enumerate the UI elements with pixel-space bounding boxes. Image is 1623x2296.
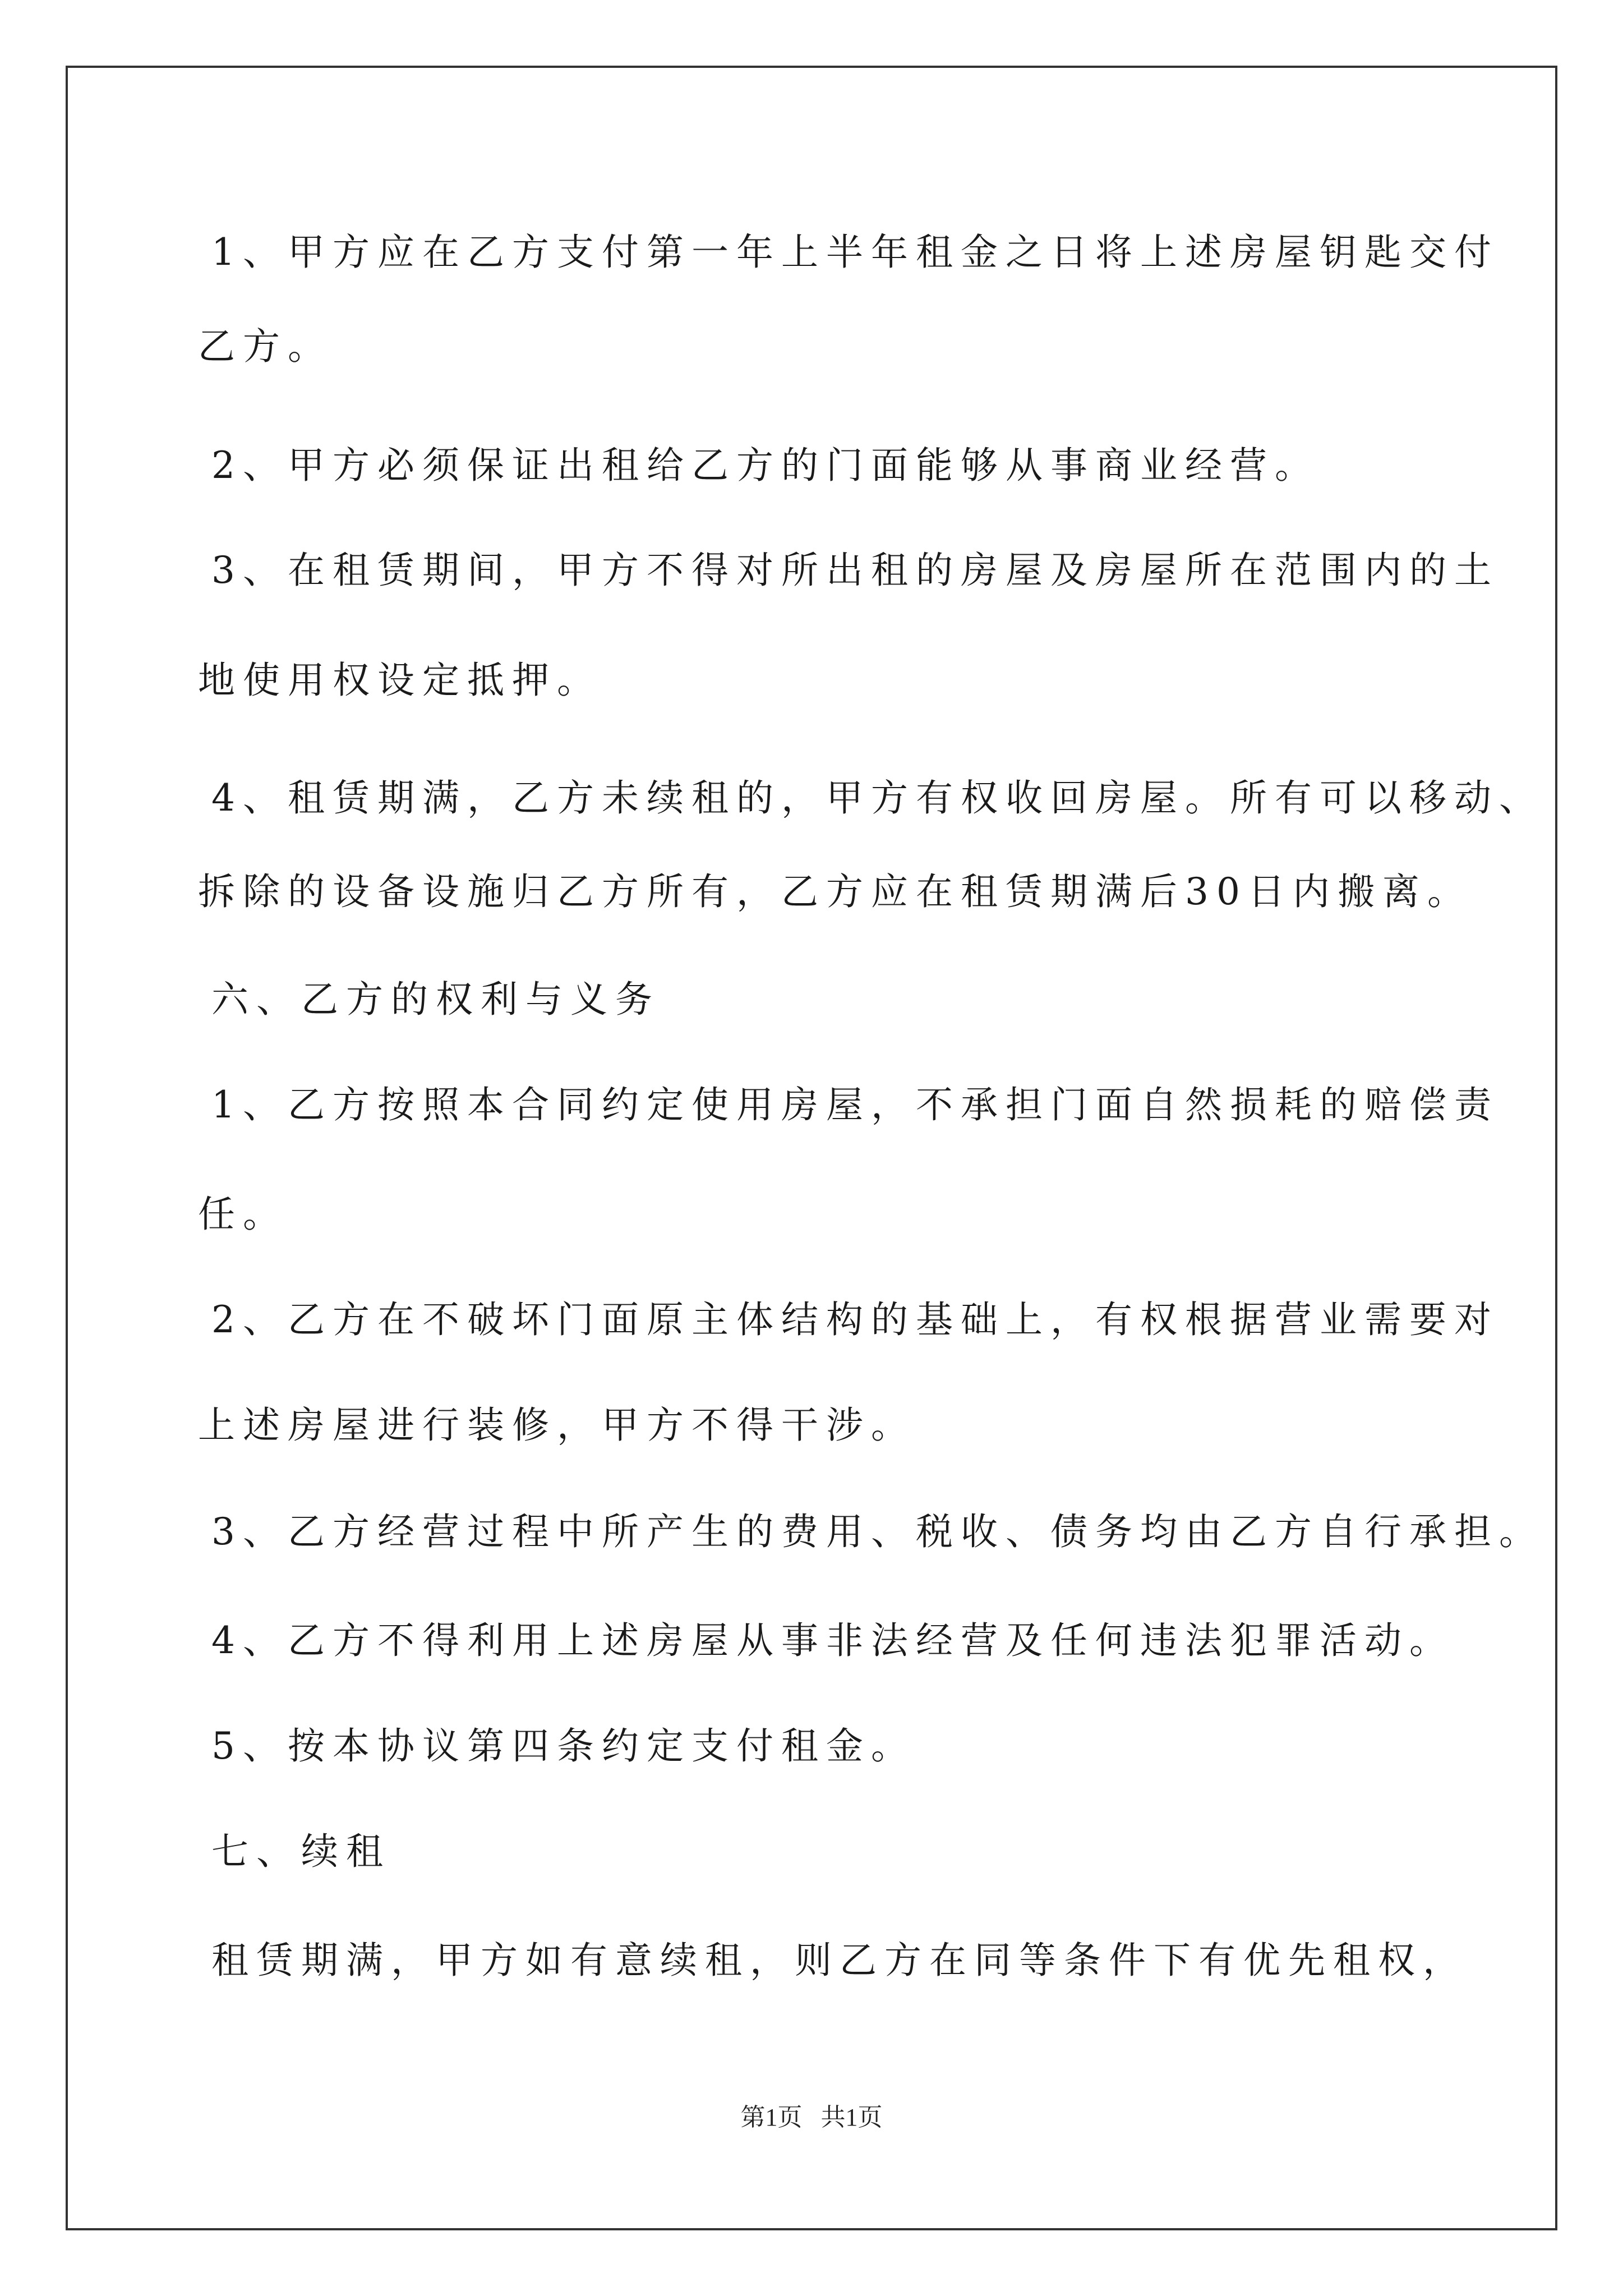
paragraph-line: 3、乙方经营过程中所产生的费用、税收、债务均由乙方自行承担。 (211, 1510, 1544, 1553)
section-heading: 六、乙方的权利与义务 (211, 978, 660, 1021)
paragraph-line: 2、乙方在不破坏门面原主体结构的基础上，有权根据营业需要对 (211, 1298, 1499, 1341)
paragraph-line: 拆除的设备设施归乙方所有，乙方应在租赁期满后30日内搬离。 (198, 870, 1472, 913)
paragraph-line: 上述房屋进行装修，甲方不得干涉。 (198, 1404, 916, 1447)
paragraph-line: 1、甲方应在乙方支付第一年上半年租金之日将上述房屋钥匙交付 (211, 231, 1499, 274)
paragraph-line: 租赁期满，甲方如有意续租，则乙方在同等条件下有优先租权， (211, 1939, 1468, 1982)
paragraph-line: 4、租赁期满，乙方未续租的，甲方有权收回房屋。所有可以移动、 (211, 776, 1544, 820)
paragraph-line: 3、在租赁期间，甲方不得对所出租的房屋及房屋所在范围内的土 (211, 549, 1499, 592)
paragraph-line: 1、乙方按照本合同约定使用房屋，不承担门面自然损耗的赔偿责 (211, 1083, 1499, 1126)
paragraph-line: 5、按本协议第四条约定支付租金。 (211, 1724, 916, 1768)
paragraph-line: 地使用权设定抵押。 (198, 659, 602, 702)
page-border (66, 66, 1557, 2230)
paragraph-line: 任。 (198, 1193, 288, 1236)
paragraph-line: 4、乙方不得利用上述房屋从事非法经营及任何违法犯罪活动。 (211, 1619, 1454, 1662)
paragraph-line: 2、甲方必须保证出租给乙方的门面能够从事商业经营。 (211, 444, 1320, 487)
section-heading: 七、续租 (211, 1830, 391, 1873)
page-number-footer: 第1页 共1页 (740, 2104, 883, 2131)
paragraph-line: 乙方。 (198, 325, 333, 368)
